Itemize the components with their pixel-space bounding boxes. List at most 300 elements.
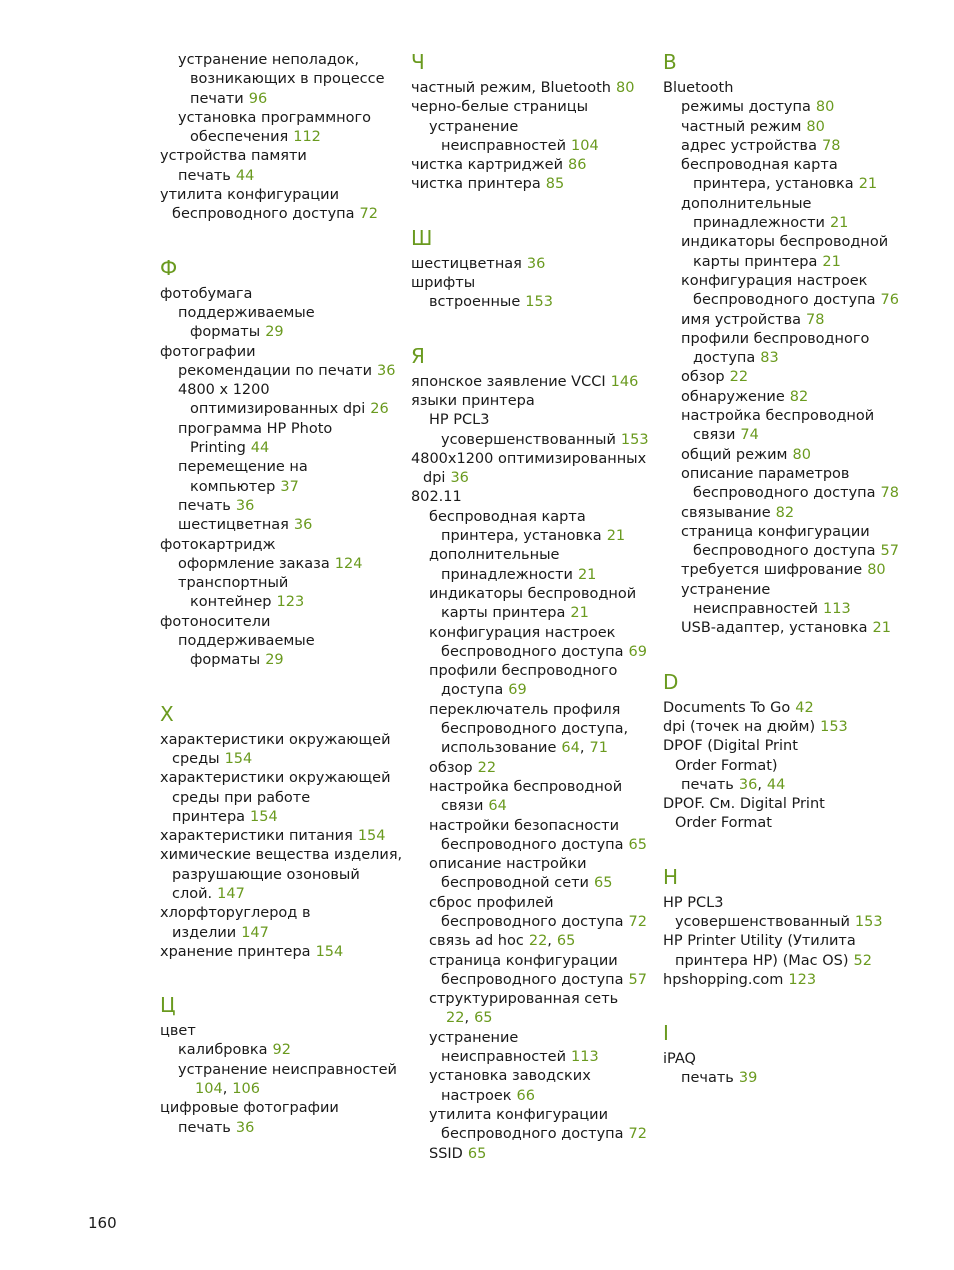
index-entry-text: цвет [160,1023,196,1040]
index-entry-line [178,1041,395,1060]
index-entry-line [178,555,395,574]
index-entry [663,795,903,834]
section-letter-heading: B [663,50,677,74]
index-entry-text: шрифты [411,275,476,292]
page-reference-link[interactable]: 42 [795,699,814,716]
index-entry-line [429,681,656,700]
index-entry-line [681,504,903,523]
index-entry-text: фотобумага [160,285,253,302]
page-reference-link[interactable]: 153 [820,718,848,735]
index-entry-line [178,574,395,593]
index-entry-line: печать 36, 44 [681,776,786,793]
index-entry [160,516,395,535]
index-entry-text: HP PCL3 [429,412,490,429]
page-reference-link[interactable]: 153 [854,913,883,930]
index-entry [411,118,656,157]
index-entry [663,776,903,795]
index-entry [160,186,395,225]
index-entry-text: слой. [172,885,213,902]
index-entry-text: обзор [429,759,473,776]
page-reference-link[interactable]: 113 [571,1049,599,1066]
index-entry-line [681,233,903,252]
index-entry-line [681,253,903,272]
index-entry-line [160,536,395,555]
index-entry-line [160,1099,395,1118]
index-entry-text: форматы [190,652,261,669]
page-reference-link[interactable]: 153 [525,294,553,311]
page-reference-link[interactable]: 21 [829,215,849,232]
page-reference-link[interactable]: 44 [766,776,786,793]
index-entry-line [160,943,395,962]
index-entry [160,613,395,632]
page-reference-link[interactable]: 78 [880,485,899,502]
index-entry-line [178,323,395,342]
index-entry [411,855,656,894]
index-entry [663,195,903,234]
index-entry-text: установка заводских [429,1068,591,1085]
page-reference-link[interactable]: 44 [250,440,270,457]
index-entry-text: DPOF (Digital Print [663,738,798,755]
index-entry-line [429,566,656,585]
page-reference-link[interactable]: 21 [570,605,589,622]
index-entry-line [178,593,395,612]
index-entry-text: среды [172,750,220,767]
section-letter-heading: I [663,1021,669,1046]
index-entry-line [681,465,903,484]
index-entry-line [178,167,395,186]
index-entry [160,1119,395,1138]
page-reference-link[interactable]: 21 [822,253,841,270]
index-entry [663,98,903,117]
index-entry-line [178,362,395,381]
index-section [411,345,656,1164]
index-entry-line [681,446,903,465]
index-entry-text: транспортный [178,575,289,592]
index-entry-line [429,624,656,643]
index-entry-line [429,411,656,430]
index-entry-text: характеристики окружающей [160,770,391,787]
index-entry-text: фотоносители [160,613,271,630]
page-reference-link[interactable]: 74 [740,427,759,444]
index-entry-text: сброс профилей [429,894,554,911]
index-entry [160,1041,395,1060]
index-entry-text: усовершенствованный [675,913,850,930]
index-entry [411,392,656,411]
page-reference-link[interactable]: 92 [272,1042,291,1059]
index-entry [160,536,395,555]
index-entry-line [681,542,903,561]
index-entry-text: поддерживаемые [178,633,315,650]
page-reference-link[interactable]: 36 [293,517,313,534]
page-reference-link[interactable]: 21 [872,620,891,637]
index-entry [663,619,903,638]
index-entry-text: изделии [172,924,237,941]
index-entry-text: встроенные [429,294,521,311]
index-entry-line [178,1119,395,1138]
index-entry-line [663,1050,903,1069]
index-entry-text: разрушающие озоновый [172,866,360,883]
page-reference-link[interactable]: 80 [616,80,635,96]
index-entry-text: хранение принтера [160,943,311,960]
index-entry-line [178,1061,395,1080]
page-reference-link[interactable]: 82 [789,388,809,405]
page-reference-link[interactable]: 80 [815,99,835,116]
index-section [411,227,656,313]
index-entry [160,731,395,770]
index-entry [411,293,656,312]
index-entry-text: SSID [429,1145,463,1162]
index-entry-line [411,469,656,488]
page-reference-link[interactable]: 36 [450,470,469,487]
index-entry-line [178,458,395,477]
page-reference-link[interactable]: 36 [738,776,758,793]
index-entry-text: форматы [190,324,261,341]
page-reference-link[interactable]: 123 [788,971,817,988]
index-column-2 [411,51,656,1196]
index-entry-text: хлорфторуглерод в [160,905,311,922]
page-reference-link[interactable]: 57 [628,971,647,988]
page-reference-link[interactable]: 22 [446,1010,465,1027]
index-entry-line [663,795,903,814]
index-entry [411,894,656,933]
index-entry-line [178,439,395,458]
page-reference-link[interactable]: 113 [823,601,851,618]
index-entry-text: профили беспроводного [429,663,618,680]
page-reference-link[interactable]: 37 [280,478,299,495]
index-entry-text: печати [190,90,244,107]
index-entry-text: настройка беспроводной [429,778,623,795]
index-entry-text: связывание [681,504,771,521]
index-entry-line [681,407,903,426]
index-entry-line [411,488,656,507]
index-entry-text: японское заявление VCCI [411,373,606,390]
index-entry [411,662,656,701]
index-entry-text: описание параметров [681,465,850,482]
page-reference-link[interactable]: 65 [628,836,647,853]
index-entry [663,407,903,446]
index-entry [411,255,656,274]
index-entry [160,420,395,459]
page-reference-link[interactable]: 153 [620,431,649,448]
index-entry-text: дополнительные [681,195,812,212]
index-entry [663,523,903,562]
index-entry-text: беспроводного доступа [693,485,876,502]
index-entry-line [160,904,395,923]
index-entry-text: неисправностей [693,601,819,618]
index-entry-line [681,118,903,137]
index-entry-line [160,808,395,827]
page-reference-link[interactable]: 39 [738,1070,758,1087]
index-entry-text: частный режим, Bluetooth [411,80,611,96]
page-reference-link[interactable]: 21 [858,176,878,193]
index-entry [411,488,656,507]
page-reference-link[interactable]: 66 [516,1087,535,1104]
page-reference-link[interactable]: 154 [357,828,386,845]
index-entry [160,632,395,671]
index-entry-line [681,484,903,503]
index-entry-line [663,814,903,833]
index-entry [663,272,903,311]
page-reference-link[interactable]: 86 [568,157,587,174]
page-reference-link[interactable]: 154 [224,750,253,767]
index-entry-text: переключатель профиля [429,701,621,718]
index-entry-line [160,731,395,750]
page-reference-link[interactable]: 104 [571,137,599,154]
index-entry-text: печать [178,167,231,184]
index-entry-text: конфигурация настроек [681,272,868,289]
index-entry-text: чистка принтера [411,176,541,193]
page-reference-link[interactable]: 71 [589,740,608,757]
index-entry-text: профили беспроводного [681,330,870,347]
page-reference-link[interactable]: 80 [806,118,825,135]
index-entry-line [429,894,656,913]
index-entry-text: устранение [429,118,519,135]
page-reference-link[interactable]: 112 [293,129,321,146]
index-entry-text: поддерживаемые [178,304,315,321]
index-entry-text: печать [178,1119,231,1136]
index-entry-line [429,1106,656,1125]
page-reference-link[interactable]: 36 [235,497,255,514]
index-entry-line [160,343,395,362]
index-entry [160,109,395,148]
index-entry-line [429,585,656,604]
page-reference-link[interactable]: 52 [853,952,872,969]
section-letter-heading: Ш [411,225,433,250]
page-reference-link[interactable]: 65 [593,875,613,892]
page-reference-link[interactable]: 154 [250,808,278,825]
index-entry [663,311,903,330]
page-reference-link[interactable]: 123 [276,594,305,611]
index-entry [160,943,395,962]
page-reference-link[interactable]: 65 [556,933,576,950]
page-reference-link[interactable]: 78 [806,311,825,328]
index-section [663,866,903,990]
index-entry-text: шестицветная [411,255,522,272]
page-reference-link[interactable]: 64 [488,798,507,815]
index-entry-text: 802.11 [411,489,462,506]
index-entry-line [178,478,395,497]
index-entry-line [681,330,903,349]
page-reference-link[interactable]: 76 [880,292,899,309]
index-entry-line [160,186,395,205]
index-entry [411,1029,656,1068]
index-entry-text: связи [693,427,736,444]
page-reference-link[interactable]: 147 [217,885,245,902]
index-entry-text: чистка картриджей [411,157,564,174]
index-entry-text: карты принтера [693,253,818,270]
index-entry-line [178,70,395,89]
index-entry-line [429,662,656,681]
index-entry [160,846,403,904]
index-entry-text: дополнительные [429,547,560,564]
index-entry-text: структурированная сеть [429,991,619,1008]
index-entry-text: беспроводной сети [441,875,589,892]
index-entry-text: адрес устройства [681,137,817,154]
index-entry-text: режимы доступа [681,99,811,116]
index-entry-line [178,109,395,128]
index-entry-text: частный режим [681,118,802,135]
index-entry-text: печать [681,1070,734,1087]
page-reference-link[interactable]: 69 [628,643,647,660]
index-entry [663,894,903,933]
index-entry [411,175,656,194]
index-entry-line [411,156,656,175]
index-entry-line [681,561,903,580]
index-entry-line [429,508,656,527]
index-entry-line [429,874,656,893]
page-reference-link[interactable]: 72 [628,913,647,930]
page-reference-link[interactable]: 26 [370,401,389,418]
index-entry [160,51,395,109]
page-reference-link[interactable]: 22 [477,759,497,776]
index-entry [160,827,395,846]
index-entry [663,581,903,620]
index-entry-text: принтера HP) (Mac OS) [675,952,849,969]
index-entry-line [429,1067,656,1086]
index-entry-line [663,971,903,990]
page-reference-link[interactable]: 65 [474,1010,493,1027]
index-entry-line [429,1048,656,1067]
index-entry-line [681,523,903,542]
index-entry-text: принадлежности [693,215,825,232]
index-entry-line [178,51,395,70]
index-entry-text: фотокартридж [160,536,276,553]
index-entry [160,555,395,574]
index-entry-line [681,137,903,156]
index-entry-line [429,1087,656,1106]
index-entry-text: принтера, установка [693,176,854,193]
index-entry-line [411,450,656,469]
page-reference-link[interactable]: 80 [867,562,886,579]
index-entry-text: перемещение на [178,459,308,476]
page-reference-link[interactable]: 106 [232,1081,260,1098]
index-entry-line [429,293,656,312]
index-entry-line [411,79,656,98]
index-entry [411,156,656,175]
page-reference-link[interactable]: 72 [628,1126,647,1143]
index-entry-text: DPOF. См. Digital Print [663,796,825,813]
index-entry-text: характеристики окружающей [160,731,391,748]
page-reference-link[interactable]: 44 [235,167,255,184]
index-entry-line [429,118,656,137]
index-entry-line [411,98,656,117]
index-entry-text: возникающих в процессе [190,71,385,88]
index-entry-text: связи [441,798,484,815]
page-reference-link[interactable]: 21 [606,528,626,545]
index-entry-line [663,79,903,98]
index-entry [160,574,395,613]
index-entry-line [178,516,395,535]
index-entry [160,343,395,362]
index-entry-line [160,750,395,769]
index-entry-text: беспроводного доступа [172,206,355,223]
index-entry-text: настройки безопасности [429,817,620,834]
page-reference-link[interactable]: 21 [577,566,597,583]
index-section [663,1022,903,1089]
page-reference-link[interactable]: 104 [195,1081,223,1098]
index-entry-text: принтера [172,808,246,825]
page-reference-link[interactable]: 36 [377,362,396,379]
index-entry-text: характеристики питания [160,828,353,845]
page-reference-link[interactable]: 69 [508,682,527,699]
page-reference-link[interactable]: 36 [235,1119,255,1136]
page-reference-link[interactable]: 65 [467,1145,487,1162]
page-reference-link[interactable]: 147 [241,924,269,941]
page-reference-link[interactable]: 96 [248,90,268,107]
index-entry [411,1106,656,1145]
page-reference-link[interactable]: 36 [526,255,546,272]
index-entry-text: индикаторы беспроводной [681,234,889,251]
index-entry [663,1050,903,1069]
index-entry [411,778,656,817]
index-entry-line [663,757,903,776]
index-entry [411,1067,656,1106]
page-reference-link[interactable]: 80 [792,446,811,463]
index-entry [160,1022,395,1041]
index-entry-text: устранение [681,581,771,598]
index-entry [663,561,903,580]
index-entry [411,546,656,585]
page-reference-link[interactable]: 57 [880,543,899,560]
index-entry-line [681,98,903,117]
index-entry-line [681,388,903,407]
page-reference-link[interactable]: 22 [528,933,548,950]
page-reference-link[interactable]: 154 [315,943,344,960]
index-entry-text: обзор [681,369,725,386]
index-entry-line [178,420,395,439]
index-entry-line [160,827,395,846]
page-reference-link[interactable]: 82 [775,504,795,521]
index-entry-text: имя устройства [681,311,802,328]
index-entry [663,368,903,387]
page-reference-link[interactable]: 29 [265,324,284,341]
index-entry-text: конфигурация настроек [429,624,616,641]
index-entry-text: использование [441,740,557,757]
index-entry-text: беспроводного доступа [693,292,876,309]
page-reference-link[interactable]: 83 [760,350,779,367]
index-entry [411,952,656,991]
page-reference-link[interactable]: 29 [265,652,284,669]
index-entry-line [681,272,903,291]
page-reference-link[interactable]: 22 [729,369,749,386]
index-column-1 [160,51,403,1170]
index-entry-text: контейнер [190,594,272,611]
index-entry-line [429,855,656,874]
index-entry-text: Documents To Go [663,699,791,716]
index-entry-text: неисправностей [441,137,567,154]
index-entry [663,737,903,776]
index-entry-text: рекомендации по печати [178,362,373,379]
page-reference-link[interactable]: 146 [610,373,639,390]
page-reference-link[interactable]: 78 [821,137,841,154]
section-letter-heading: D [663,669,679,694]
page-reference-link[interactable]: 85 [545,176,565,193]
index-entry-text: беспроводного доступа [441,971,624,988]
index-entry-line [429,527,656,546]
index-entry-line [160,613,395,632]
index-entry-line [681,619,903,638]
page-reference-link[interactable]: 72 [359,206,378,223]
index-entry-text: химические вещества изделия, [160,847,403,864]
page-reference-link[interactable]: 64 [561,740,580,757]
index-entry-line [429,1029,656,1048]
index-entry-line [663,737,903,756]
page-reference-link[interactable]: 124 [334,555,363,572]
index-entry-line [429,720,656,739]
index-entry-line [411,392,656,411]
index-entry-text: принадлежности [441,566,573,583]
index-entry-text: неисправностей [441,1049,567,1066]
